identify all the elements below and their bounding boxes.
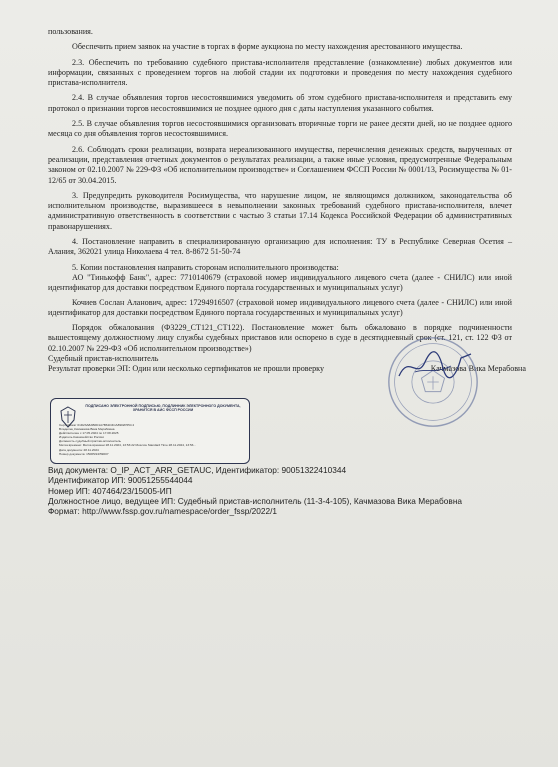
paragraph: 2.3. Обеспечить по требованию судебного пристава-исполнителя представление (ознакомление) любых документов или информации, связанных с проведением торгов на любой стадии их подготовки и проведения по месту нахождения судебного пристава-исполнителя. (48, 57, 512, 88)
stamp-line: Должность судебный пристав-исполнитель (59, 439, 122, 444)
stamp-details (59, 423, 245, 456)
paragraph: 2.4. В случае объявления торгов несостоявшимися уведомить об этом судебного пристава-исполнителя и представить ему протокол о признании торгов несостоявшимися не позднее одного дня с даты наступления указанного события. (48, 93, 512, 113)
document-metadata (48, 465, 518, 516)
stamp-header: ПОДПИСАНО ЭЛЕКТРОННОЙ ПОДПИСЬЮ, ПОДЛИННИК ЭЛЕКТРОННОГО ДОКУМЕНТА, ХРАНИТСЯ В АИС ФССП РОССИИ (85, 404, 241, 413)
stamp-line: Номер документа: 15005/24/59007 (59, 451, 109, 456)
paragraph: 5. Копии постановления направить сторонам исполнительного производства: (72, 262, 339, 272)
paragraph: Обеспечить прием заявок на участие в торгах в форме аукциона по месту нахождения арестованного имущества. (72, 42, 463, 52)
electronic-signature-stamp (50, 398, 250, 464)
paragraph: 3. Предупредить руководителя Росимущества, что нарушение лицом, не являющимся должником, законодательства об исполнительном производстве, выразившееся в невыполнении законных требований судебного пристава-исполнителя, влечет административную ответственность в соответствии с частью 3 статьи 17.14 Кодекса Российской Федерации об административных правонарушениях. (48, 190, 512, 231)
stamp-line: Издатель Казначейство России (59, 435, 104, 440)
ep-result: Результат проверки ЭП: Один или несколько сертификатов не прошли проверку (48, 364, 325, 374)
meta-line: Должностное лицо, ведущее ИП: Судебный пристав-исполнитель (11-3-4-105), Качмазова Вика Мерабовна (48, 495, 463, 506)
paragraph: АО "Тинькофф Банк", адрес: 7710140679 (страховой номер индивидуального лицевого счета (далее - СНИЛС) или иной идентификатор для доставки посредством Единого портала государственных и муниципальных услуг) (48, 272, 512, 293)
stamp-line: Сертификат 01D23A8AB0D1A7B61D4CA8902F554 4 (59, 423, 135, 427)
stamp-line: Действителен с 17.05.2024 по 17.08.2025 (59, 431, 119, 436)
paragraph: 4. Постановление направить в специализированную организацию для исполнения: ТУ в Республике Северная Осетия – Алания, 362021 улица Николаева 4 тел. 8-8672 51-50-74 (48, 237, 512, 257)
stamp-line: Владелец Качмазова Вика Мерабовна (59, 427, 115, 432)
paragraph: 2.6. Соблюдать сроки реализации, возврата нереализованного имущества, перечисления денежных средств, вырученных от реализации, представления отчетных документов о результатах реализации, а также иные условия, предусмотренные Федеральным законом от 02.10.2007 № 229-ФЗ «Об исполнительном производстве» и Соглашением ФССП России № 0001/13, Росимущества № 01-12/65 от 30.04.2015. (48, 144, 512, 185)
paragraph: Порядок обжалования (Ф3229_СТ121_СТ122). Постановление может быть обжаловано в порядке подчиненности вышестоящему должностному лицу службы судебных приставов или оспорено в суде в десятидневный срок (ст. 121, ст. 122 ФЗ от 02.10.2007 № 229-ФЗ «Об исполнительном производстве») (48, 323, 512, 353)
meta-line: Номер ИП: 407464/23/15005-ИП (48, 485, 172, 496)
paragraph: Кочиев Сослан Аланович, адрес: 17294916507 (страховой номер индивидуального лицевого счета (далее - СНИЛС) или иной идентификатор для доставки посредством Единого портала государственных и муниципальных услуг) (48, 297, 512, 317)
stamp-line: Метка времени: Метка времени 28.11.2024, 13:53:22 Moscow Standard Time 28.11.2024, 13:53... (59, 443, 196, 448)
paragraph: 2.5. В случае объявления торгов несостоявшимися организовать вторичные торги не ранее десяти дней, но не позднее одного месяца со дня объявления торгов несостоявшимися. (48, 119, 512, 139)
paragraph: пользования. (48, 27, 93, 36)
document-body (48, 27, 526, 375)
meta-line: Вид документа: O_IP_ACT_ARR_GETAUC, Идентификатор: 90051322410344 (48, 465, 347, 475)
stamp-line: Дата документа: 28.11.2024 (59, 447, 99, 452)
handwritten-signature-icon (395, 346, 475, 386)
signer-name: Качмазова Вика Мерабовна (430, 364, 526, 374)
signer-title: Судебный пристав-исполнитель (48, 354, 159, 364)
meta-line: Идентификатор ИП: 90051255544044 (48, 475, 193, 486)
meta-line: Формат: http://www.fssp.gov.ru/namespace/order_fssp/2022/1 (48, 506, 278, 517)
